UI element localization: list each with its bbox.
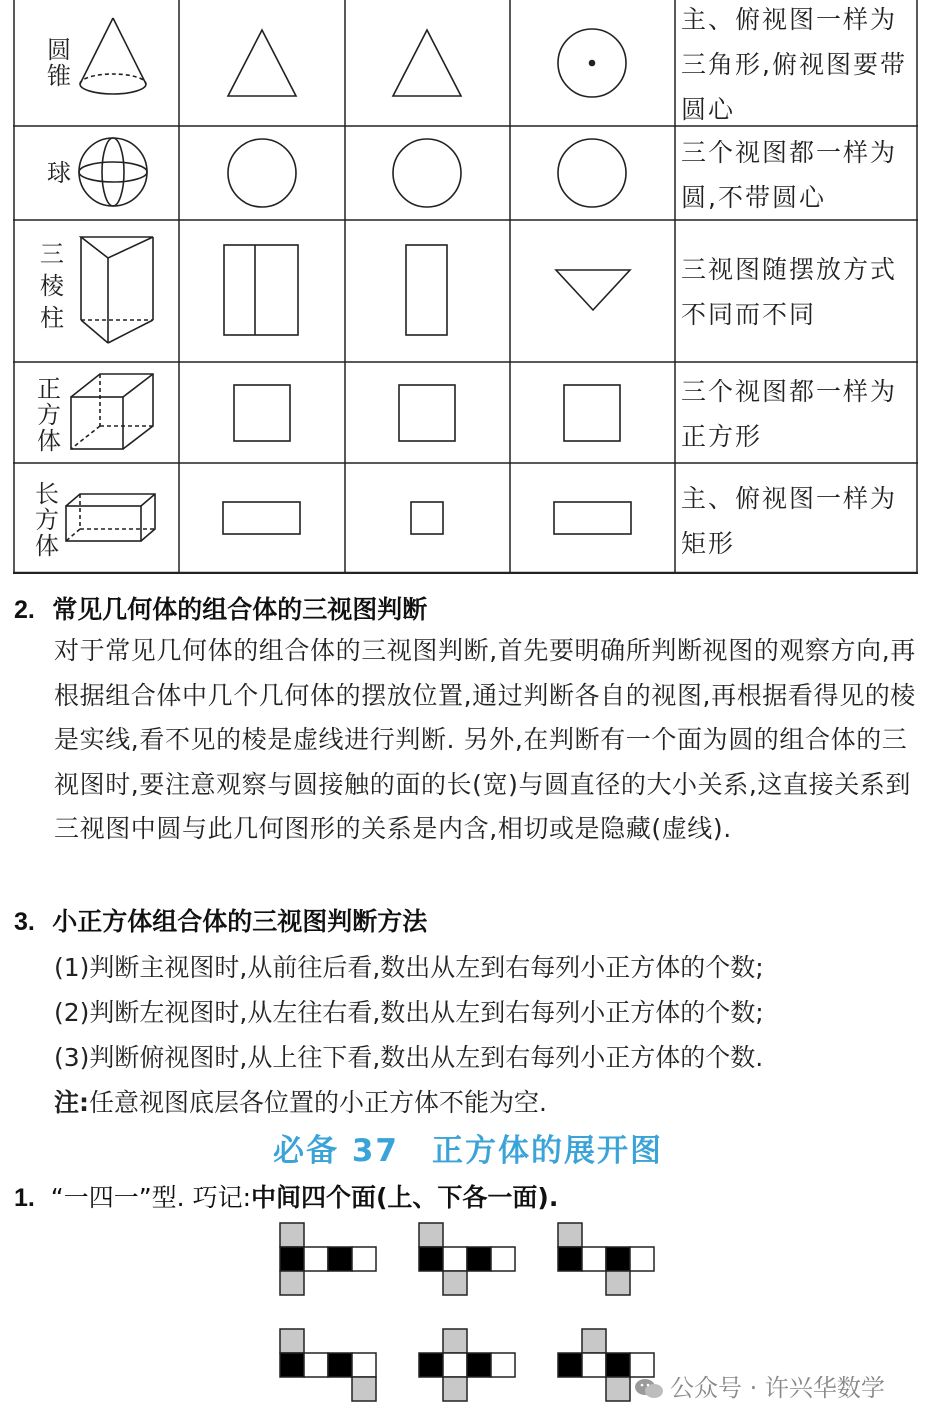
section-3-title: 小正方体组合体的三视图判断方法	[52, 907, 428, 936]
cuboid-figure	[66, 494, 155, 541]
cone-side-view	[393, 30, 461, 96]
note-label: 注:	[54, 1088, 89, 1117]
watermark	[634, 1368, 885, 1403]
cube-net-5	[419, 1329, 515, 1401]
net-type-prefix: “一四一”型. 巧记:	[50, 1183, 251, 1212]
three-view-table	[13, 0, 918, 574]
row-label-cube: 正 方 体	[37, 375, 61, 455]
cube-figure	[71, 374, 153, 449]
cube-net-2	[419, 1223, 515, 1295]
row-desc-cube: 三个视图都一样为正方形	[681, 377, 898, 451]
triangular-prism-figure	[81, 237, 153, 343]
row-desc-sphere: 三个视图都一样为圆,不带圆心	[681, 138, 898, 212]
section-3-note	[54, 1083, 547, 1119]
cube-net-1	[280, 1223, 376, 1295]
section-3-item-2: (2)判断左视图时,从左往右看,数出从左到右每列小正方体的个数;	[54, 998, 764, 1027]
cuboid-front-view	[223, 502, 300, 534]
sphere-side-view	[393, 139, 461, 207]
row-label-cuboid: 长 方 体	[35, 480, 59, 560]
cube-top-view	[564, 385, 620, 441]
section-3-heading	[14, 902, 427, 938]
cube-net-4	[280, 1329, 376, 1401]
sphere-figure	[79, 138, 147, 206]
cuboid-side-view	[411, 502, 443, 534]
prism-side-view	[406, 245, 447, 335]
section-title-37: 必备 37 正方体的展开图	[273, 1133, 663, 1169]
section-2-number: 2.	[14, 596, 35, 624]
row-label-prism: 三 棱 柱	[40, 240, 64, 332]
prism-top-view	[556, 270, 630, 310]
sphere-front-view	[228, 139, 296, 207]
section-2-title: 常见几何体的组合体的三视图判断	[52, 595, 428, 624]
cube-front-view	[234, 385, 290, 441]
cone-figure	[80, 18, 146, 94]
section-2-heading	[14, 590, 427, 626]
row-label-cone: 圆 锥	[47, 36, 71, 90]
sphere-top-view	[558, 139, 626, 207]
row-desc-prism: 三视图随摆放方式不同而不同	[681, 255, 898, 329]
section-2-paragraph: 对于常见几何体的组合体的三视图判断,首先要明确所判断视图的观察方向,再根据组合体中几个几何体的摆放位置,通过判断各自的视图,再根据看得见的棱是实线,看不见的棱是虚线进行判断. 另外,在判断有一个面为圆的组合体的三视图时,要注意观察与圆接触的面的长(宽)与圆直径的大小关系,这直接关系到三视图中圆与此几何图形的关系是内含,相切或是隐藏(虚线).	[54, 636, 916, 843]
row-label-sphere: 球	[47, 159, 71, 187]
cube-net-3	[558, 1223, 654, 1295]
net-type-number: 1.	[14, 1184, 35, 1212]
cuboid-top-view	[554, 502, 631, 534]
row-desc-cuboid: 主、俯视图一样为矩形	[681, 484, 898, 558]
section-3-item-1: (1)判断主视图时,从前往后看,数出从左到右每列小正方体的个数;	[54, 953, 764, 982]
prism-front-view	[224, 245, 298, 335]
cone-front-view	[228, 30, 296, 96]
cube-side-view	[399, 385, 455, 441]
wechat-icon	[634, 1377, 664, 1401]
row-desc-cone: 主、俯视图一样为三角形,俯视图要带圆心	[681, 5, 907, 124]
cone-top-view	[558, 29, 626, 97]
net-type-bold: 中间四个面(上、下各一面).	[251, 1183, 559, 1212]
note-text: 任意视图底层各位置的小正方体不能为空.	[89, 1088, 547, 1117]
section-3-item-3: (3)判断俯视图时,从上往下看,数出从左到右每列小正方体的个数.	[54, 1043, 764, 1072]
net-type-heading	[14, 1178, 558, 1214]
watermark-text: 公众号 · 许兴华数学	[670, 1374, 885, 1402]
section-3-number: 3.	[14, 908, 35, 936]
